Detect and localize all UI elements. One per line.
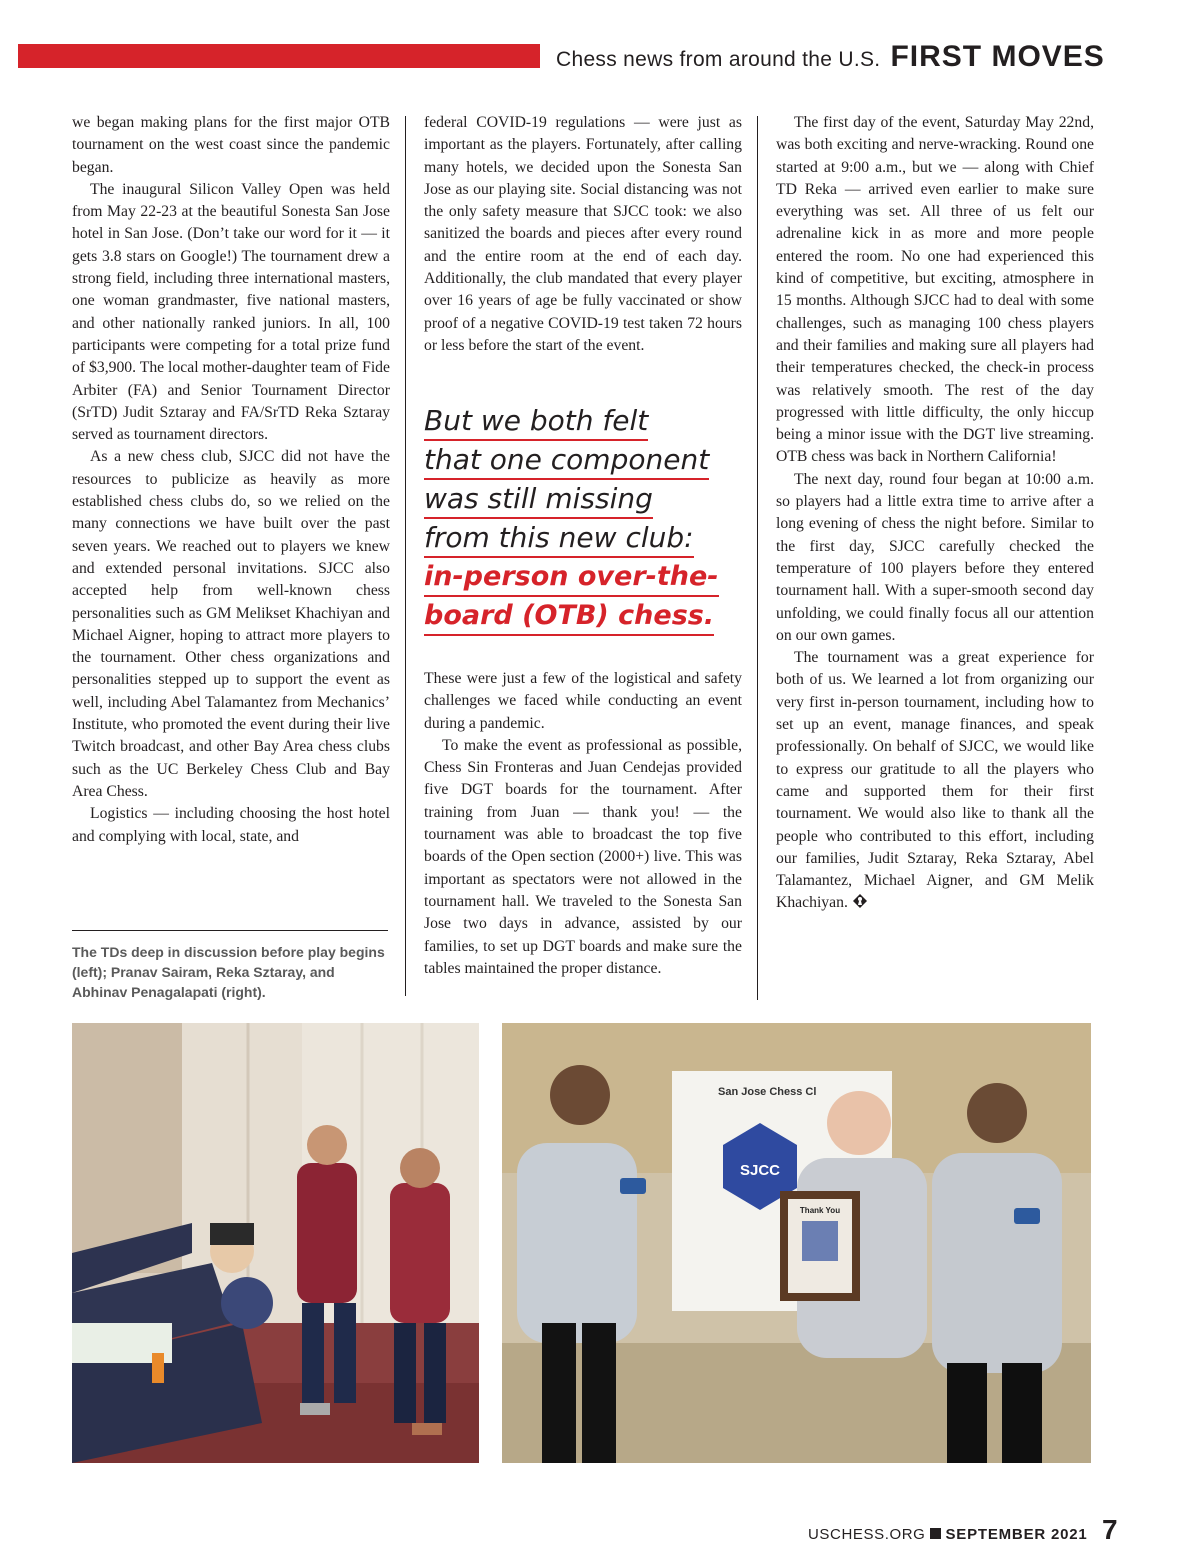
pull-quote: [424, 404, 742, 638]
paragraph: Logistics — including choosing the host hotel and complying with local, state, and: [72, 805, 390, 845]
pull-quote-line: that one component: [424, 443, 709, 480]
header-subtitle: Chess news from around the U.S.: [556, 48, 881, 71]
paragraph-text: The tournament was a great experience for both of us. We learned a lot from organizing our very first in-person tournament, including how to set up an event, manage finances, and speak professionally. On behalf of SJCC, we would like to express our gratitude to all the players who came and supported them for their first tournament. We would also like to thank all the people who contributed to this effort, including our families, Judit Sztaray, Reka Sztaray, Abel Talamantez, Michael Aigner, and GM Melik Khachiyan.: [776, 649, 1094, 912]
pull-quote-line: from this new club:: [424, 521, 694, 558]
article-column-2-continued: [424, 668, 742, 980]
paragraph: federal COVID-19 regulations — were just as important as the players. Fortunately, after calling many hotels, we decided upon the Sonesta San Jose as our playing site. Social distancing was not the only safety measure that SJCC took: we also sanitized the boards and pieces after every round and the entire room at the end of each day. Additionally, the club mandated that every player over 16 years of age be fully vaccinated or show proof of a negative COVID-19 test taken 72 hours or less before the start of the event.: [424, 114, 742, 354]
column-divider: [757, 116, 758, 1000]
paragraph: [776, 647, 1094, 915]
pull-quote-line: was still missing: [424, 482, 653, 519]
header-accent-bar: [18, 44, 540, 68]
footer-issue-date: SEPTEMBER 2021: [945, 1526, 1088, 1543]
footer-site: USCHESS.ORG: [808, 1526, 926, 1543]
photo-tournament-hall: [72, 1023, 479, 1463]
section-title: FIRST MOVES: [890, 40, 1105, 73]
paragraph: we began making plans for the first major OTB tournament on the west coast since the pandemic began.: [72, 114, 390, 176]
pull-quote-highlight: board (OTB) chess.: [424, 599, 714, 636]
paragraph: To make the event as professional as possible, Chess Sin Fronteras and Juan Cendejas provided five DGT boards for the tournament. After training from Juan — thank you! — the tournament was able to broadcast the top five boards of the Open section (2000+) live. This was important as spectators were not allowed in the tournament hall. We traveled to the Sonesta San Jose two days in advance, assisted by our families, to set up DGT boards and make sure the tables maintained the proper distance.: [424, 736, 742, 977]
pull-quote-highlight: in-person over-the-: [424, 560, 719, 597]
frame-title: Thank You: [799, 1206, 841, 1215]
pull-quote-line: But we both felt: [424, 404, 648, 441]
page-number: 7: [1102, 1514, 1118, 1545]
caption-divider: [72, 930, 388, 931]
article-column-1: [72, 112, 390, 848]
article-column-2: [424, 112, 742, 357]
photo-caption: The TDs deep in discussion before play begins (left); Pranav Sairam, Reka Sztaray, and Abhinav Penagalapati (right).: [72, 944, 385, 1000]
paragraph: The next day, round four began at 10:00 a.m. so players had a little extra time to arrive after a long evening of chess the night before. Similar to the first day, SJCC carefully checked the temperature of 100 players before they entered tournament hall. With a super-smooth second day unfolding, we could finally focus all our attention on our own games.: [776, 470, 1094, 644]
sjcc-logo-text: SJCC: [739, 1162, 781, 1179]
running-header: [556, 40, 1105, 74]
article-column-3: [776, 112, 1094, 915]
paragraph: These were just a few of the logistical and safety challenges we faced while conducting an event during a pandemic.: [424, 670, 742, 732]
banner-text: San Jose Chess Cl: [718, 1086, 817, 1098]
paragraph: As a new chess club, SJCC did not have the resources to publicize as heavily as more established chess clubs do, so we relied on the many connections we have built over the past seven years. We reached out to players we knew and extended personal invitations. SJCC also accepted help from well-known chess personalities such as GM Melikset Khachiyan and Michael Aigner, hoping to attract more players to the tournament. Other chess organizations and personalities stepped up to support the event as well, including Abel Talamantez from Mechanics’ Institute, who promoted the event during their live Twitch broadcast, and other Bay Area chess clubs such as the UC Berkeley Chess Club and Bay Area Chess.: [72, 448, 390, 800]
footer-square-icon: [930, 1528, 941, 1539]
page-footer: [808, 1526, 1088, 1544]
chess-pawn-end-icon: [852, 893, 868, 909]
paragraph: The inaugural Silicon Valley Open was held from May 22-23 at the beautiful Sonesta San Jose hotel in San Jose. (Don’t take our word for it — it gets 3.8 stars on Google!) The tournament drew a strong field, including three international masters, one woman grandmaster, five national masters, and other nationally ranked juniors. In all, 100 participants were competing for a total prize fund of $3,900. The local mother-daughter team of Fide Arbiter (FA) and Senior Tournament Director (SrTD) Judit Sztaray and FA/SrTD Reka Sztaray served as tournament directors.: [72, 180, 390, 444]
photo-award-presentation: [502, 1023, 1091, 1463]
column-divider: [405, 116, 406, 996]
paragraph: The first day of the event, Saturday May 22nd, was both exciting and nerve-wracking. Round one started at 9:00 a.m., but we — along with Chief TD Reka — arrived even earlier to make sure everything was set. All three of us felt our adrenaline kick in as more and more people entered the room. No one had experienced this kind of competitive, but exciting, atmosphere in 15 months. Although SJCC had to deal with some challenges, such as managing 100 chess players and their families and making sure all players had their temperatures checked, the check-in process was relatively smooth. The rest of the day progressed with little difficulty, the only hiccup being a minor issue with the DGT live streaming. OTB chess was back in Northern California!: [776, 114, 1094, 466]
